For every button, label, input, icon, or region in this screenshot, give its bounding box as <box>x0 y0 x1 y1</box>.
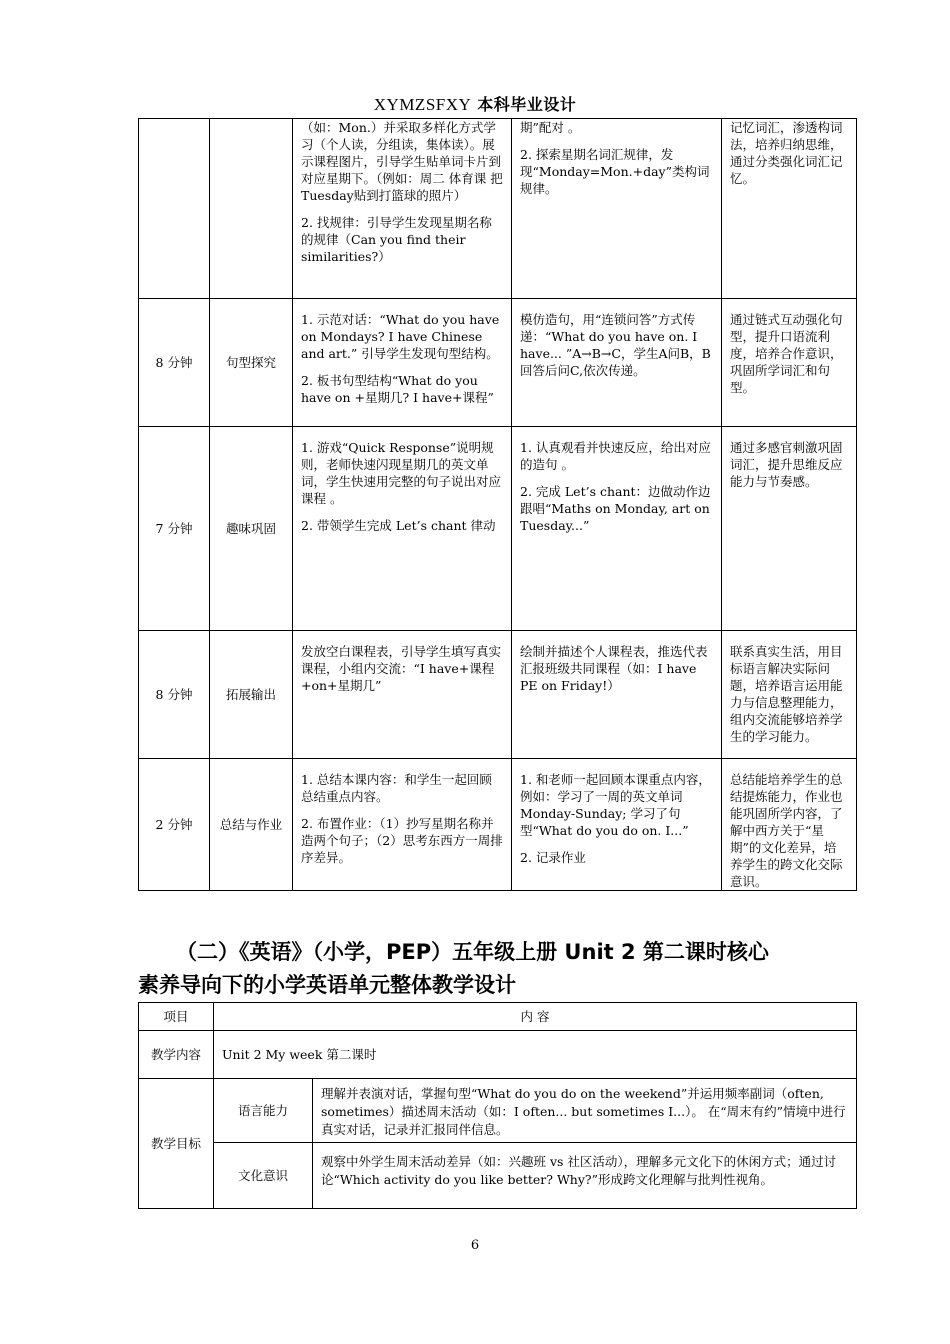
table-row <box>139 1143 857 1209</box>
teacher-activity-cell <box>293 631 512 759</box>
paragraph: （如：Mon.）并采取多样化方式学习（个人读，分组读，集体读）。展示课程图片，引导学生贴单词卡片到对应星期下。（例如：周二 体育课 把Tuesday贴到打篮球的照片） <box>301 120 503 203</box>
paragraph: 总结能培养学生的总结提炼能力，作业也能巩固所学内容，了解中西方关于“星期”的文化差异，培养学生的跨文化交际意识。 <box>730 772 843 889</box>
student-activity-cell <box>512 759 722 891</box>
paragraph: 期”配对 。 <box>520 120 581 135</box>
lesson-process-table <box>138 118 857 891</box>
page-number: 6 <box>470 1238 480 1253</box>
paragraph: 1. 和老师一起回顾本课重点内容，例如：学习了一周的英文单词 Monday-Sunday; 学习了句型“What do you do on. I...” <box>520 772 711 838</box>
paragraph: 1. 总结本课内容：和学生一起回顾总结重点内容。 <box>301 772 492 804</box>
table-row <box>139 427 857 631</box>
activity-cell: 趣味巩固 <box>210 427 293 631</box>
paragraph: 2. 完成 Let’s chant：边做动作边跟唱“Maths on Monday, art on Tuesday...” <box>520 484 711 533</box>
paragraph: 记忆词汇，渗透构词法，培养归纳思维，通过分类强化词汇记忆。 <box>730 120 843 186</box>
paragraph: 2. 找规律：引导学生发现星期名称的规律（Can you find their similarities?） <box>301 215 492 264</box>
header-code: XYMZSFXY <box>373 95 472 114</box>
time-cell: 8 分钟 <box>139 299 210 427</box>
activity-cell: 总结与作业 <box>210 759 293 891</box>
header-title: 本科毕业设计 <box>477 95 577 114</box>
lesson-design-table <box>138 1002 857 1209</box>
paragraph: 绘制并描述个人课程表，推选代表汇报班级共同课程（如：I have PE on Friday!） <box>520 644 708 693</box>
section-heading-line-2: 素养导向下的小学英语单元整体教学设计 <box>138 973 516 997</box>
paragraph: 2. 带领学生完成 Let’s chant 律动 <box>301 518 496 533</box>
goal-text: 观察中外学生周末活动差异（如：兴趣班 vs 社区活动），理解多元文化下的休闲方式；通过讨论“Which activity do you like better? Why?”形成跨文化理解与批判性视角。 <box>313 1143 857 1209</box>
teacher-activity-cell <box>293 119 512 299</box>
paragraph: 通过多感官刺激巩固词汇，提升思维反应能力与节奏感。 <box>730 440 843 489</box>
teacher-activity-cell <box>293 759 512 891</box>
time-cell <box>139 119 210 299</box>
paragraph: 2. 布置作业：（1）抄写星期名称并造两个句子；（2）思考东西方一周排序差异。 <box>301 816 503 865</box>
paragraph: 2. 板书句型结构“What do you have on +星期几? I have+课程” <box>301 373 494 405</box>
activity-cell <box>210 119 293 299</box>
paragraph: 1. 认真观看并快速反应，给出对应的造句 。 <box>520 440 711 472</box>
paragraph: 1. 游戏“Quick Response”说明规则，老师快速闪现星期几的英文单词，学生快速用完整的句子说出对应课程 。 <box>301 440 502 506</box>
paragraph: 2. 记录作业 <box>520 850 586 865</box>
student-activity-cell <box>512 299 722 427</box>
student-activity-cell <box>512 427 722 631</box>
goal-label: 语言能力 <box>214 1079 313 1143</box>
column-header-item: 项目 <box>139 1003 214 1031</box>
paragraph: 发放空白课程表，引导学生填写真实课程，小组内交流：“I have+课程+on+星期几” <box>301 644 502 693</box>
paragraph: 通过链式互动强化句型，提升口语流利度，培养合作意识，巩固所学词汇和句型。 <box>730 312 843 395</box>
section-heading <box>138 936 857 1002</box>
column-header-content: 内 容 <box>214 1003 857 1031</box>
table-row <box>139 299 857 427</box>
design-intent-cell <box>722 427 857 631</box>
table-header-row <box>139 1003 857 1031</box>
design-intent-cell <box>722 299 857 427</box>
table-row <box>139 119 857 299</box>
time-cell: 2 分钟 <box>139 759 210 891</box>
goal-text: 理解并表演对话，掌握句型“What do you do on the weekend”并运用频率副词（often, sometimes）描述周末活动（如：I often... but sometimes I...）。 在“周末有约”情境中进行真实对话，记录并汇报同伴信息。 <box>313 1079 857 1143</box>
teacher-activity-cell <box>293 299 512 427</box>
teaching-content-value: Unit 2 My week 第二课时 <box>214 1031 857 1079</box>
design-intent-cell <box>722 759 857 891</box>
section-heading-line-1: （二）《英语》（小学，PEP）五年级上册 Unit 2 第二课时核心 <box>176 940 769 964</box>
activity-cell: 拓展输出 <box>210 631 293 759</box>
teaching-goal-label: 教学目标 <box>139 1079 214 1209</box>
paragraph: 1. 示范对话：“What do you have on Mondays? I have Chinese and art.” 引导学生发现句型结构。 <box>301 312 500 361</box>
goal-label: 文化意识 <box>214 1143 313 1209</box>
time-cell: 8 分钟 <box>139 631 210 759</box>
design-intent-cell <box>722 119 857 299</box>
table-row <box>139 1031 857 1079</box>
teaching-content-label: 教学内容 <box>139 1031 214 1079</box>
activity-cell: 句型探究 <box>210 299 293 427</box>
student-activity-cell <box>512 119 722 299</box>
paragraph: 2. 探索星期名词汇规律，发现“Monday=Mon.+day”类构词规律。 <box>520 147 710 196</box>
table-row <box>139 759 857 891</box>
paragraph: 模仿造句，用“连锁问答”方式传递：“What do you have on. I have... ”A→B→C，学生A问B，B回答后问C,依次传递。 <box>520 312 711 378</box>
page-header <box>0 92 950 115</box>
teacher-activity-cell <box>293 427 512 631</box>
time-cell: 7 分钟 <box>139 427 210 631</box>
paragraph: 联系真实生活，用目标语言解决实际问题，培养语言运用能力与信息整理能力，组内交流能够培养学生的学习能力。 <box>730 644 843 744</box>
student-activity-cell <box>512 631 722 759</box>
table-row <box>139 631 857 759</box>
table-row <box>139 1079 857 1143</box>
design-intent-cell <box>722 631 857 759</box>
